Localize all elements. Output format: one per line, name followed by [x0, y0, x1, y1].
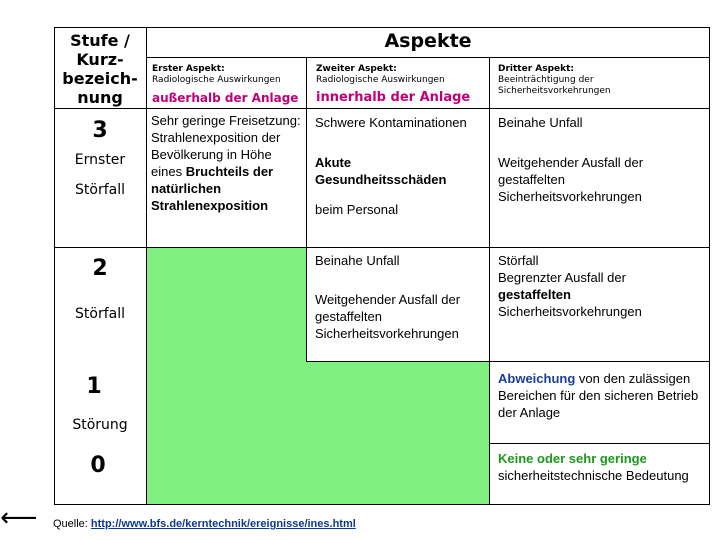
green-area-level2 [146, 247, 306, 361]
aspect-3-header [498, 64, 648, 97]
green-area-level1-0 [146, 361, 489, 504]
level-0-aspect-3-bold: Keine oder sehr geringe [498, 451, 647, 466]
level-2-label: Störfall [75, 306, 125, 322]
level-1-number: 1 [86, 374, 102, 399]
level-2-aspect-3-intro: Störfall [498, 253, 539, 268]
grid-line-right [709, 27, 710, 505]
grid-line-aspects-underline [146, 57, 710, 58]
aspect-2-subtitle: Radiologische Auswirkungen [316, 75, 445, 85]
level-3-aspect-2-a: Schwere Kontaminationen [315, 115, 467, 130]
source-line [53, 518, 356, 530]
level-3-aspect-3-b: Weitgehender Ausfall der gestaffelten Sicherheitsvorkehrungen [498, 155, 644, 204]
source-link[interactable]: http://www.bfs.de/kerntechnik/ereignisse/ines.html [90, 518, 356, 530]
level-2-aspect-3-text: Begrenzter Ausfall der [498, 270, 626, 285]
level-3-aspect-2-c: beim Personal [315, 202, 399, 217]
level-3-aspect-3-a: Beinahe Unfall [498, 115, 583, 130]
level-2-aspect-2-b: Weitgehender Ausfall der gestaffelten Sicherheitsvorkehrungen [315, 292, 461, 341]
stufe-header: Stufe / Kurz-bezeich-nung [62, 31, 138, 107]
level-3-aspect-1-bold: Bruchteils der natürlichen Strahlenexposition [151, 164, 274, 213]
level-3-number: 3 [92, 118, 108, 143]
level-0-aspect-3-text: sicherheitstechnische Bedeutung [498, 468, 689, 483]
level-3-aspect-1-text: Sehr geringe Freisetzung: Strahlenexposition der Bevölkerung in Höhe eines [151, 113, 301, 179]
aspect-1-emphasis: außerhalb der Anlage [152, 91, 299, 105]
aspect-1-subtitle: Radiologische Auswirkungen [152, 75, 281, 85]
aspect-3-title: Dritter Aspekt: [498, 64, 575, 74]
level-2-aspect-3 [498, 252, 698, 320]
aspect-2-title: Zweiter Aspekt: [316, 64, 397, 74]
level-1-aspect-3-text: von den zulässigen Bereichen für den sicheren Betrieb der Anlage [498, 371, 699, 420]
grid-line-col1-right [306, 57, 307, 361]
aspect-1-title: Erster Aspekt: [152, 64, 225, 74]
level-2-aspect-3-tail: Sicherheitsvorkehrungen [498, 304, 642, 319]
aspekte-header: Aspekte [384, 30, 472, 52]
level-3-label-2: Störfall [75, 182, 125, 198]
grid-line-top [54, 27, 710, 28]
grid-line-level1-bottom [489, 443, 710, 444]
grid-line-stufe-right [146, 27, 147, 505]
level-2-aspect-2-a: Beinahe Unfall [315, 253, 400, 268]
aspect-2-header [316, 64, 486, 105]
level-3-label-1: Ernster [74, 152, 126, 168]
level-3-aspect-1 [151, 112, 301, 214]
level-1-aspect-3 [498, 370, 703, 421]
level-3-aspect-2-b: Akute Gesundheitsschäden [315, 155, 447, 187]
level-1-label: Störung [72, 417, 128, 433]
grid-line-header-bottom [54, 108, 710, 109]
grid-line-bottom [54, 504, 710, 505]
level-2-number: 2 [92, 256, 108, 281]
level-1-aspect-3-bold: Abweichung [498, 371, 576, 386]
aspect-1-header [152, 64, 304, 105]
level-0-number: 0 [90, 453, 106, 478]
grid-line-level3-bottom [54, 247, 710, 248]
aspect-3-subtitle: Beeinträchtigung der Sicherheitsvorkehrungen [498, 75, 611, 96]
level-2-aspect-3-bold: gestaffelten [498, 287, 571, 302]
source-label: Quelle: [53, 518, 88, 530]
grid-line-level2-bottom [306, 361, 710, 362]
level-0-aspect-3 [498, 450, 703, 484]
back-arrow-icon[interactable]: ⟵ [0, 503, 38, 533]
aspect-2-emphasis: innerhalb der Anlage [316, 90, 471, 105]
grid-line-col2-right [489, 57, 490, 505]
